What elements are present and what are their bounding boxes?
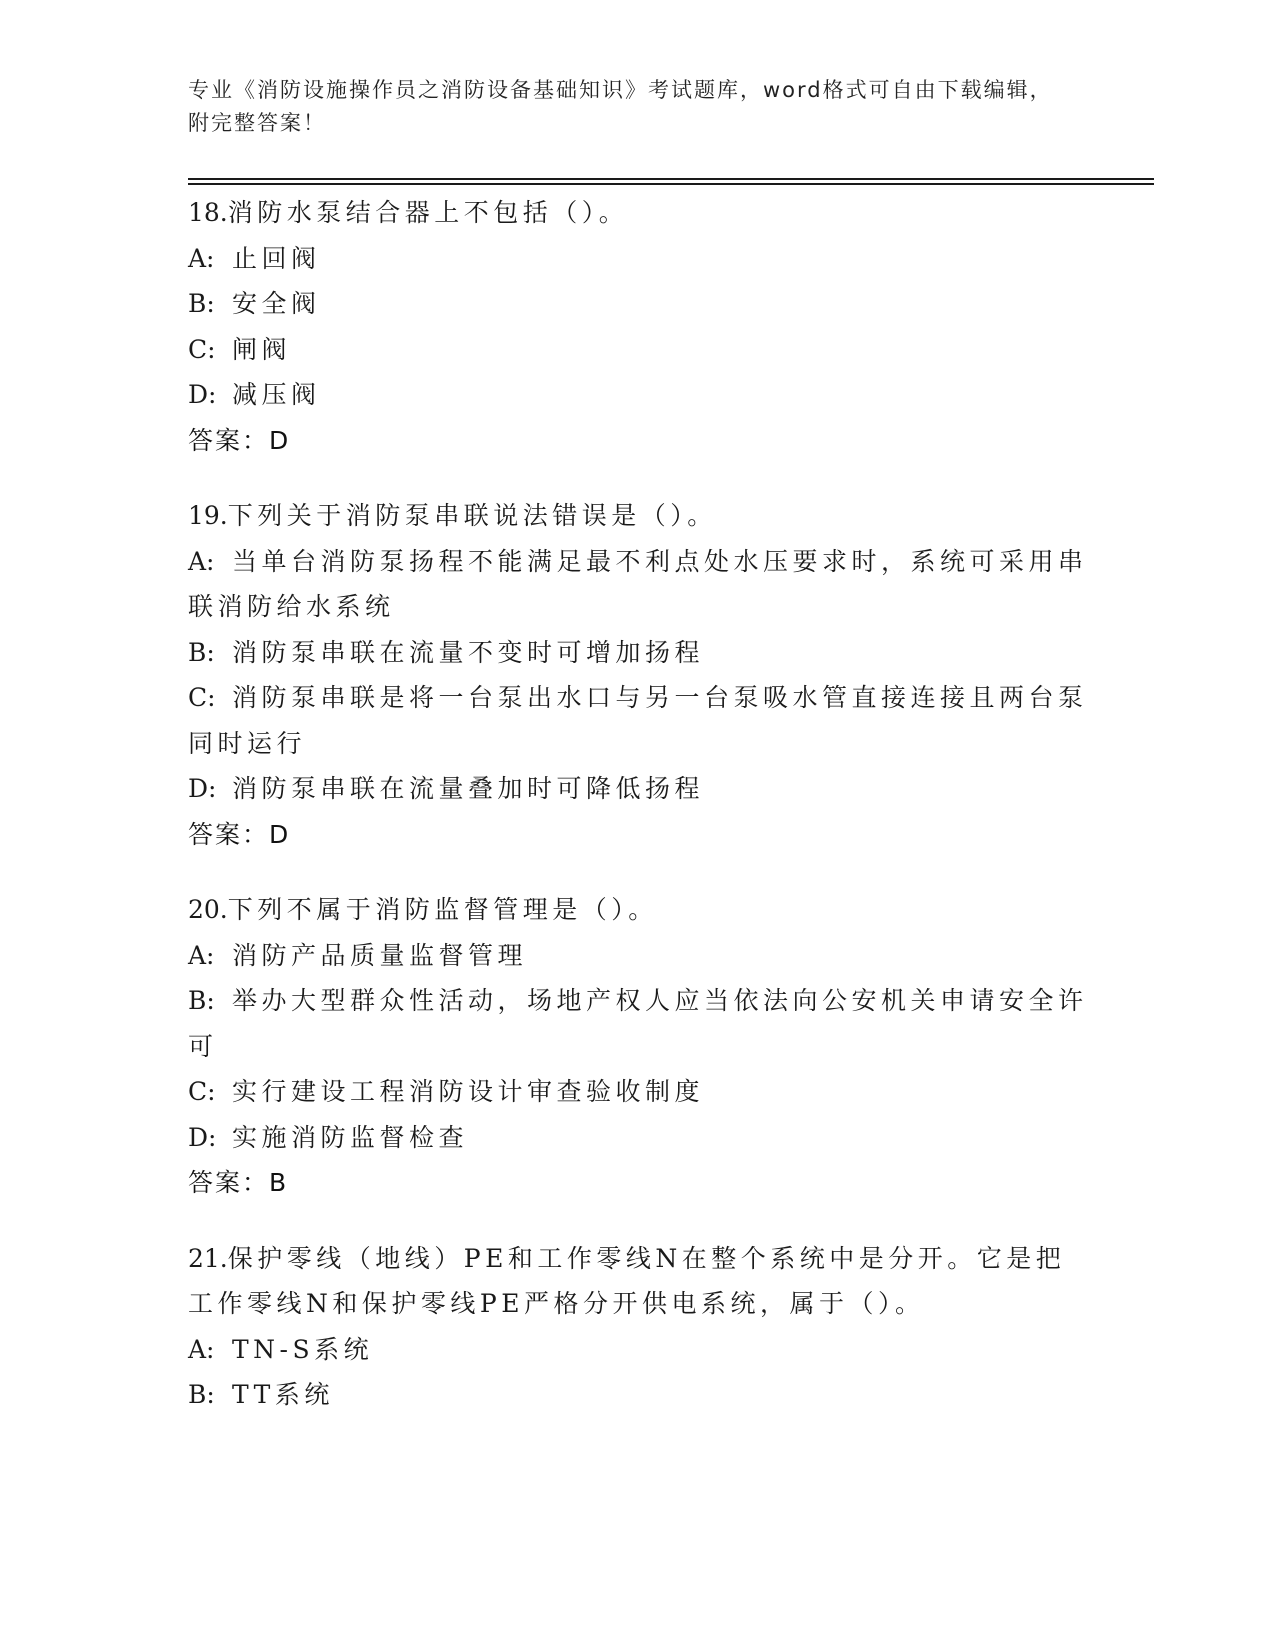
option-c — [188, 327, 1088, 373]
option-text: 止回阀 — [232, 243, 321, 273]
option-letter: B: — [188, 1380, 215, 1409]
option-c — [188, 675, 1088, 766]
option-b — [188, 630, 1088, 676]
answer-line: 答案：D — [188, 425, 291, 455]
question-number: 18. — [188, 198, 228, 227]
header-divider-bottom — [188, 183, 1154, 185]
option-letter: C: — [188, 334, 216, 364]
option-text: 实施消防监督检查 — [232, 1122, 469, 1152]
option-a — [188, 933, 1088, 979]
question-number: 21. — [188, 1243, 228, 1273]
option-text: 消防泵串联是将一台泵出水口与另一台泵吸水管直接连接且两台泵同时运行 — [188, 683, 1088, 758]
option-a — [188, 539, 1088, 630]
option-b — [188, 978, 1088, 1069]
question-number: 20. — [188, 895, 228, 924]
header-divider-top — [188, 178, 1154, 180]
question-21 — [188, 1236, 1088, 1418]
option-a — [188, 236, 1088, 282]
option-text: 安全阀 — [232, 289, 321, 318]
option-c — [188, 1069, 1088, 1115]
question-stem — [188, 190, 1088, 236]
question-text: 保护零线（地线）PE和工作零线N在整个系统中是分开。它是把工作零线N和保护零线PE严格分开供电系统，属于（）。 — [188, 1243, 1066, 1318]
option-text: 举办大型群众性活动，场地产权人应当依法向公安机关申请安全许可 — [188, 986, 1088, 1061]
question-19 — [188, 493, 1088, 857]
option-letter: A: — [188, 1334, 215, 1364]
question-stem — [188, 1236, 1088, 1327]
option-text: 消防产品质量监督管理 — [232, 940, 528, 970]
question-list — [188, 190, 1088, 1448]
option-text: 闸阀 — [232, 334, 292, 364]
option-text: 消防泵串联在流量不变时可增加扬程 — [232, 637, 705, 667]
option-letter: D: — [188, 380, 217, 409]
option-letter: A: — [188, 546, 215, 576]
option-text: 消防泵串联在流量叠加时可降低扬程 — [232, 774, 705, 803]
option-text: 减压阀 — [232, 380, 321, 409]
question-text: 消防水泵结合器上不包括（）。 — [227, 198, 629, 227]
question-number: 19. — [188, 501, 228, 530]
option-text: 当单台消防泵扬程不能满足最不利点处水压要求时，系统可采用串联消防给水系统 — [188, 546, 1088, 621]
option-b — [188, 1372, 1088, 1418]
option-letter: B: — [188, 637, 215, 667]
question-stem — [188, 887, 1088, 933]
option-d — [188, 1115, 1088, 1161]
option-letter: B: — [188, 289, 215, 318]
option-text: TT系统 — [232, 1380, 334, 1409]
option-letter: D: — [188, 774, 217, 803]
option-letter: C: — [188, 1077, 216, 1106]
option-b — [188, 281, 1088, 327]
question-text: 下列不属于消防监督管理是（）。 — [227, 895, 658, 924]
question-stem — [188, 493, 1088, 539]
question-text: 下列关于消防泵串联说法错误是（）。 — [227, 501, 717, 530]
option-d — [188, 372, 1088, 418]
option-a — [188, 1327, 1088, 1373]
option-letter: A: — [188, 940, 215, 970]
option-d — [188, 766, 1088, 812]
document-header: 专业《消防设施操作员之消防设备基础知识》考试题库，word格式可自由下载编辑，附完整答案！ — [188, 78, 1053, 135]
option-letter: A: — [188, 243, 215, 273]
option-letter: C: — [188, 683, 216, 712]
answer-line: 答案：B — [188, 1168, 289, 1197]
option-letter: D: — [188, 1122, 217, 1152]
answer-line: 答案：D — [188, 819, 291, 849]
option-letter: B: — [188, 986, 215, 1015]
option-text: TN-S系统 — [232, 1334, 374, 1364]
question-18 — [188, 190, 1088, 463]
option-text: 实行建设工程消防设计审查验收制度 — [232, 1077, 705, 1106]
question-20 — [188, 887, 1088, 1206]
